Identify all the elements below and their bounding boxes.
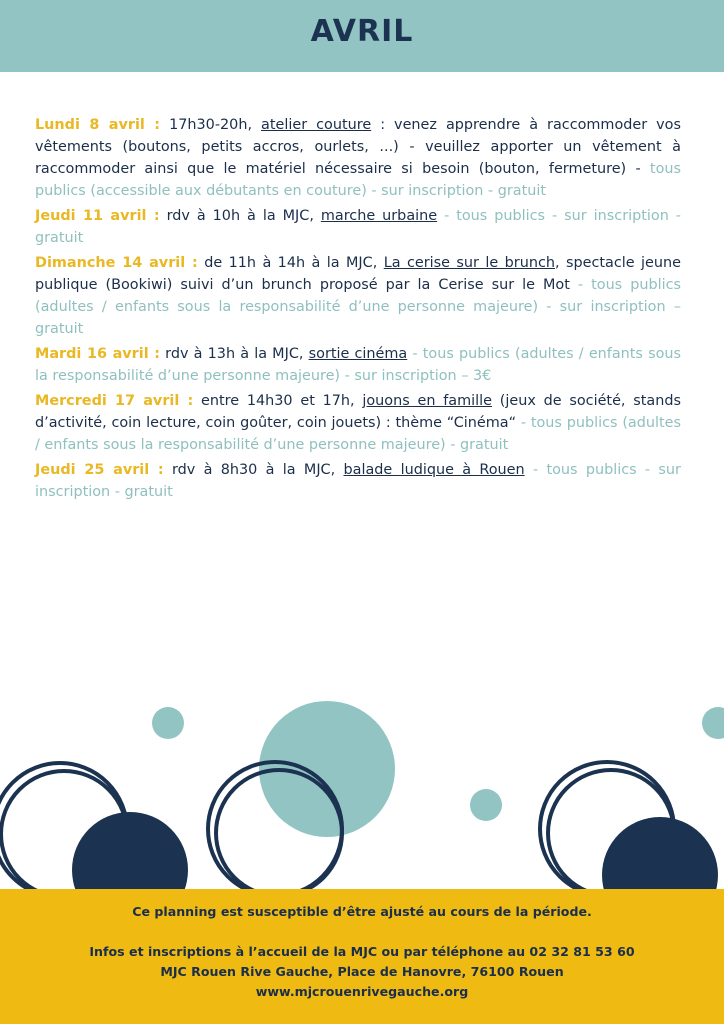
event-meta: - tous publics (adultes / enfants sous la responsabilité d’une personne majeure) - sur inscription – 3€ bbox=[35, 346, 682, 384]
event-pre: rdv à 10h à la MJC, bbox=[166, 208, 321, 224]
navy-circle bbox=[602, 817, 718, 890]
event-link[interactable]: atelier couture bbox=[261, 117, 372, 133]
event-item bbox=[35, 390, 681, 456]
event-link[interactable]: marche urbaine bbox=[320, 208, 438, 224]
event-meta: - tous publics - sur inscription - gratuit bbox=[35, 208, 681, 246]
event-link[interactable]: balade ludique à Rouen bbox=[343, 462, 525, 478]
event-date: Dimanche 14 avril : bbox=[35, 255, 198, 271]
event-item bbox=[35, 252, 681, 340]
event-desc: : venez apprendre à raccommoder vos vêtements (boutons, petits accros, ourlets, ...) - veuillez apporter un vêtement à raccommoder ainsi que le matériel nécessaire si besoin (bouton, fermeture) - bbox=[35, 117, 681, 177]
event-item bbox=[35, 114, 681, 202]
event-pre: rdv à 8h30 à la MJC, bbox=[171, 462, 344, 478]
event-date: Jeudi 25 avril : bbox=[35, 462, 164, 478]
event-date: Mardi 16 avril : bbox=[35, 346, 160, 362]
event-meta: - tous publics - sur inscription - gratuit bbox=[35, 462, 681, 500]
footer-notice: Ce planning est susceptible d’être ajusté au cours de la période. bbox=[132, 904, 592, 919]
small-teal-circle bbox=[470, 789, 502, 821]
event-date: Mercredi 17 avril : bbox=[35, 393, 194, 409]
event-meta: tous publics (accessible aux débutants en couture) - sur inscription - gratuit bbox=[35, 161, 681, 199]
decorative-circles bbox=[0, 690, 724, 890]
event-link[interactable]: jouons en famille bbox=[362, 393, 492, 409]
footer-contact: Infos et inscriptions à l’accueil de la MJC ou par téléphone au 02 32 81 53 60 bbox=[89, 944, 635, 959]
small-teal-circle bbox=[152, 707, 184, 739]
event-pre: 17h30-20h, bbox=[169, 117, 262, 133]
edge-teal-circle bbox=[702, 707, 724, 739]
event-meta: - tous publics (adultes / enfants sous la responsabilité d’une personne majeure) - gratuit bbox=[35, 415, 681, 453]
event-pre: rdv à 13h à la MJC, bbox=[165, 346, 309, 362]
event-pre: de 11h à 14h à la MJC, bbox=[204, 255, 384, 271]
event-desc: , spectacle jeune publique (Bookiwi) suivi d’un brunch proposé par la Cerise sur le Mot bbox=[35, 255, 681, 293]
footer-banner bbox=[0, 889, 724, 1024]
footer-address: MJC Rouen Rive Gauche, Place de Hanovre, 76100 Rouen bbox=[160, 964, 564, 979]
event-item bbox=[35, 343, 681, 387]
event-link[interactable]: sortie cinéma bbox=[308, 346, 408, 362]
event-item bbox=[35, 205, 681, 249]
event-item bbox=[35, 459, 681, 503]
footer-website[interactable]: www.mjcrouenrivegauche.org bbox=[255, 984, 469, 999]
events-list bbox=[35, 114, 681, 506]
event-link[interactable]: La cerise sur le brunch bbox=[383, 255, 555, 271]
event-desc bbox=[525, 462, 533, 478]
event-date: Jeudi 11 avril : bbox=[35, 208, 160, 224]
event-date: Lundi 8 avril : bbox=[35, 117, 161, 133]
event-desc: (jeux de société, stands d’activité, coin lecture, coin goûter, coin jouets) : thème “Cinéma“ bbox=[35, 393, 681, 431]
header-banner bbox=[0, 0, 724, 72]
event-meta: - tous publics (adultes / enfants sous la responsabilité d’une personne majeure) - sur inscription – gratuit bbox=[35, 277, 682, 337]
page-title: AVRIL bbox=[310, 14, 414, 49]
navy-circle bbox=[72, 812, 188, 890]
event-pre: entre 14h30 et 17h, bbox=[201, 393, 363, 409]
